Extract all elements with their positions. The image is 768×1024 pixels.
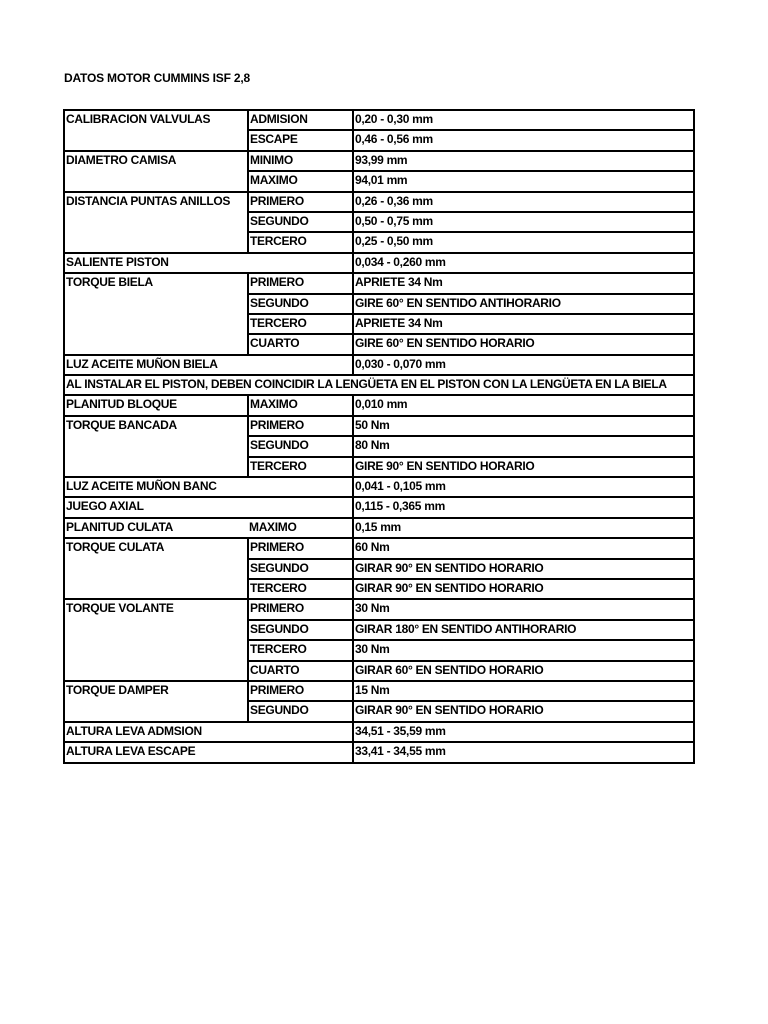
table-row [64,620,694,640]
value-cell: GIRE 60° EN SENTIDO ANTIHORARIO [353,294,694,314]
table-row [64,171,694,191]
table-row [64,110,694,130]
param-label-cell [64,232,248,252]
value-cell: GIRAR 90° EN SENTIDO HORARIO [353,701,694,721]
value-cell: 0,50 - 0,75 mm [353,212,694,232]
step-cell: SEGUNDO [248,436,353,456]
param-label-cell: LUZ ACEITE MUÑON BANC [64,477,248,497]
value-cell: 30 Nm [353,599,694,619]
param-label-cell [64,457,248,477]
step-cell: SEGUNDO [248,620,353,640]
step-cell [248,477,353,497]
step-cell: MAXIMO [248,518,353,538]
value-cell: 0,041 - 0,105 mm [353,477,694,497]
table-row [64,538,694,558]
param-label-cell: SALIENTE PISTON [64,253,248,273]
step-cell: MINIMO [248,151,353,171]
value-cell: GIRAR 90° EN SENTIDO HORARIO [353,579,694,599]
table-row [64,314,694,334]
value-cell: APRIETE 34 Nm [353,314,694,334]
note-cell: AL INSTALAR EL PISTON, DEBEN COINCIDIR LA LENGÜETA EN EL PISTON CON LA LENGÜETA EN LA BIELA [64,375,694,395]
value-cell: 0,25 - 0,50 mm [353,232,694,252]
param-label-cell: CALIBRACION VALVULAS [64,110,248,130]
step-cell: TERCERO [248,457,353,477]
document-title: DATOS MOTOR CUMMINS ISF 2,8 [64,71,250,85]
value-cell: 93,99 mm [353,151,694,171]
param-label-cell [64,314,248,334]
spec-table-body [64,110,694,763]
table-row [64,395,694,415]
step-cell: CUARTO [248,334,353,354]
step-cell [248,355,353,375]
step-cell: SEGUNDO [248,559,353,579]
param-label-cell: PLANITUD CULATA [64,518,248,538]
value-cell: 94,01 mm [353,171,694,191]
param-label-cell: TORQUE DAMPER [64,681,248,701]
value-cell: 0,20 - 0,30 mm [353,110,694,130]
value-cell: 0,030 - 0,070 mm [353,355,694,375]
engine-spec-table [63,109,695,764]
value-cell: 80 Nm [353,436,694,456]
table-row [64,151,694,171]
param-label-cell [64,212,248,232]
table-row [64,640,694,660]
param-label-cell [64,579,248,599]
table-row [64,681,694,701]
table-row [64,722,694,742]
table-row [64,212,694,232]
param-label-cell: TORQUE CULATA [64,538,248,558]
step-cell: MAXIMO [248,171,353,191]
param-label-cell [64,171,248,191]
step-cell: PRIMERO [248,273,353,293]
step-cell: TERCERO [248,640,353,660]
step-cell: PRIMERO [248,538,353,558]
table-row [64,701,694,721]
value-cell: 0,46 - 0,56 mm [353,130,694,150]
table-row [64,232,694,252]
param-label-cell [64,334,248,354]
value-cell: GIRE 60° EN SENTIDO HORARIO [353,334,694,354]
table-row [64,742,694,762]
param-label-cell: ALTURA LEVA ADMSION [64,722,248,742]
param-label-cell: DISTANCIA PUNTAS ANILLOS [64,192,248,212]
table-row [64,599,694,619]
table-row [64,416,694,436]
param-label-cell: TORQUE BANCADA [64,416,248,436]
table-row [64,375,694,395]
value-cell: 15 Nm [353,681,694,701]
step-cell: SEGUNDO [248,294,353,314]
table-row [64,334,694,354]
param-label-cell [64,640,248,660]
table-row [64,661,694,681]
step-cell: TERCERO [248,314,353,334]
table-row [64,130,694,150]
value-cell: 34,51 - 35,59 mm [353,722,694,742]
step-cell: MAXIMO [248,395,353,415]
table-row [64,192,694,212]
step-cell: SEGUNDO [248,212,353,232]
table-row [64,477,694,497]
step-cell: SEGUNDO [248,701,353,721]
value-cell: APRIETE 34 Nm [353,273,694,293]
table-row [64,518,694,538]
param-label-cell [64,701,248,721]
param-label-cell: PLANITUD BLOQUE [64,395,248,415]
table-row [64,457,694,477]
param-label-cell [64,661,248,681]
step-cell [248,742,353,762]
value-cell: 30 Nm [353,640,694,660]
value-cell: 0,010 mm [353,395,694,415]
value-cell: GIRAR 90° EN SENTIDO HORARIO [353,559,694,579]
value-cell: GIRAR 180° EN SENTIDO ANTIHORARIO [353,620,694,640]
value-cell: 60 Nm [353,538,694,558]
step-cell [248,497,353,517]
param-label-cell: TORQUE BIELA [64,273,248,293]
param-label-cell [64,436,248,456]
table-row [64,579,694,599]
step-cell: PRIMERO [248,192,353,212]
value-cell: 0,26 - 0,36 mm [353,192,694,212]
table-row [64,294,694,314]
step-cell: ESCAPE [248,130,353,150]
value-cell: 50 Nm [353,416,694,436]
param-label-cell: TORQUE VOLANTE [64,599,248,619]
param-label-cell: JUEGO AXIAL [64,497,248,517]
value-cell: 0,15 mm [353,518,694,538]
param-label-cell [64,559,248,579]
param-label-cell [64,620,248,640]
step-cell: PRIMERO [248,416,353,436]
step-cell: ADMISION [248,110,353,130]
param-label-cell [64,130,248,150]
step-cell: TERCERO [248,232,353,252]
step-cell [248,253,353,273]
step-cell: PRIMERO [248,599,353,619]
value-cell: 33,41 - 34,55 mm [353,742,694,762]
table-row [64,253,694,273]
param-label-cell [64,294,248,314]
value-cell: 0,034 - 0,260 mm [353,253,694,273]
param-label-cell: ALTURA LEVA ESCAPE [64,742,248,762]
table-row [64,355,694,375]
param-label-cell: LUZ ACEITE MUÑON BIELA [64,355,248,375]
value-cell: 0,115 - 0,365 mm [353,497,694,517]
value-cell: GIRAR 60° EN SENTIDO HORARIO [353,661,694,681]
step-cell: TERCERO [248,579,353,599]
step-cell: CUARTO [248,661,353,681]
param-label-cell: DIAMETRO CAMISA [64,151,248,171]
step-cell: PRIMERO [248,681,353,701]
step-cell [248,722,353,742]
table-row [64,497,694,517]
table-row [64,559,694,579]
value-cell: GIRE 90° EN SENTIDO HORARIO [353,457,694,477]
table-row [64,436,694,456]
table-row [64,273,694,293]
